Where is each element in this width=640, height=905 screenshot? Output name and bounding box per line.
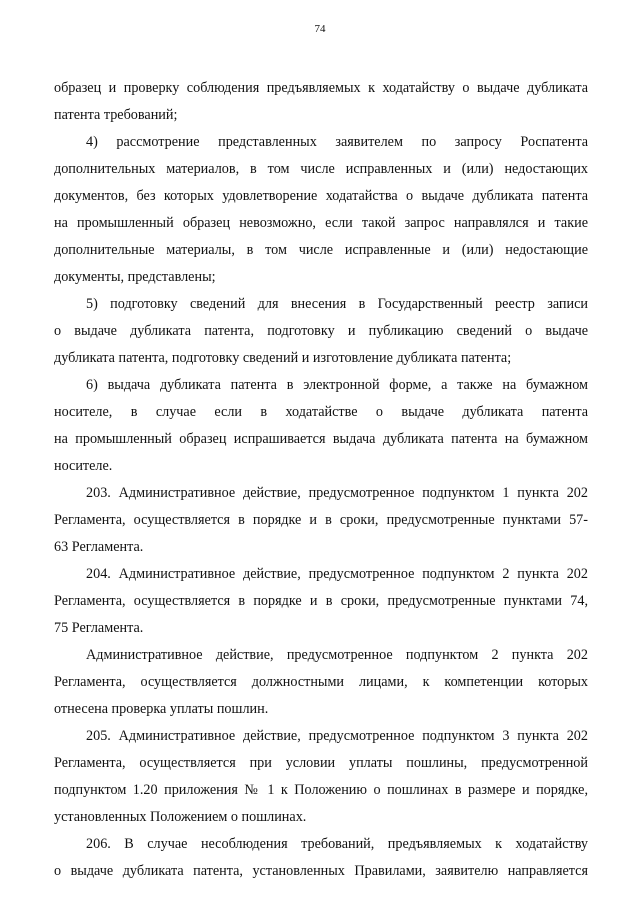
text-line: установленных Положением о пошлинах.: [54, 809, 307, 825]
text-line: 205. Административное действие, предусмотренное подпунктом 3 пункта 202: [86, 728, 588, 744]
text-line: носителе.: [54, 458, 113, 474]
text-line: 204. Административное действие, предусмотренное подпунктом 2 пункта 202: [86, 566, 588, 582]
text-line: дубликата патента, подготовку сведений и изготовление дубликата патента;: [54, 350, 512, 366]
text-line: Регламента, осуществляется в порядке и в сроки, предусмотренные пунктами 74,: [54, 593, 588, 609]
page-number: 74: [314, 23, 326, 35]
text-line: 203. Административное действие, предусмотренное подпунктом 1 пункта 202: [86, 485, 588, 501]
text-line: образец и проверку соблюдения предъявляемых к ходатайству о выдаче дубликата: [54, 80, 588, 96]
text-line: патента требований;: [54, 107, 178, 123]
text-line: Регламента, осуществляется должностными лицами, к компетенции которых: [54, 674, 588, 690]
text-line: на промышленный образец невозможно, если такой запрос направлялся и такие: [54, 215, 588, 231]
text-line: 63 Регламента.: [54, 539, 144, 555]
document-body: [54, 75, 588, 885]
text-line: 206. В случае несоблюдения требований, предъявляемых к ходатайству: [86, 836, 588, 852]
text-line: Административное действие, предусмотренное подпунктом 2 пункта 202: [86, 647, 588, 663]
text-line: Регламента, осуществляется в порядке и в сроки, предусмотренные пунктами 57-: [54, 512, 588, 528]
text-line: 4) рассмотрение представленных заявителем по запросу Роспатента: [86, 134, 588, 150]
text-line: о выдаче дубликата патента, установленных Правилами, заявителю направляется: [54, 863, 588, 879]
text-line: о выдаче дубликата патента, подготовку и публикацию сведений о выдаче: [54, 323, 588, 339]
text-line: 75 Регламента.: [54, 620, 144, 636]
text-line: на промышленный образец испрашивается выдача дубликата патента на бумажном: [54, 431, 588, 447]
text-line: носителе, в случае если в ходатайстве о выдаче дубликата патента: [54, 404, 588, 420]
text-line: 6) выдача дубликата патента в электронной форме, а также на бумажном: [86, 377, 588, 393]
text-line: документы, представлены;: [54, 269, 216, 285]
text-line: дополнительные материалы, в том числе исправленные и (или) недостающие: [54, 242, 588, 258]
text-line: документов, без которых удовлетворение ходатайства о выдаче дубликата патента: [54, 188, 588, 204]
text-line: Регламента, осуществляется при условии уплаты пошлины, предусмотренной: [54, 755, 588, 771]
text-line: отнесена проверка уплаты пошлин.: [54, 701, 269, 717]
text-line: 5) подготовку сведений для внесения в Государственный реестр записи: [86, 296, 588, 312]
text-line: дополнительных материалов, в том числе исправленных и (или) недостающих: [54, 161, 588, 177]
text-line: подпунктом 1.20 приложения № 1 к Положению о пошлинах в размере и порядке,: [54, 782, 588, 798]
